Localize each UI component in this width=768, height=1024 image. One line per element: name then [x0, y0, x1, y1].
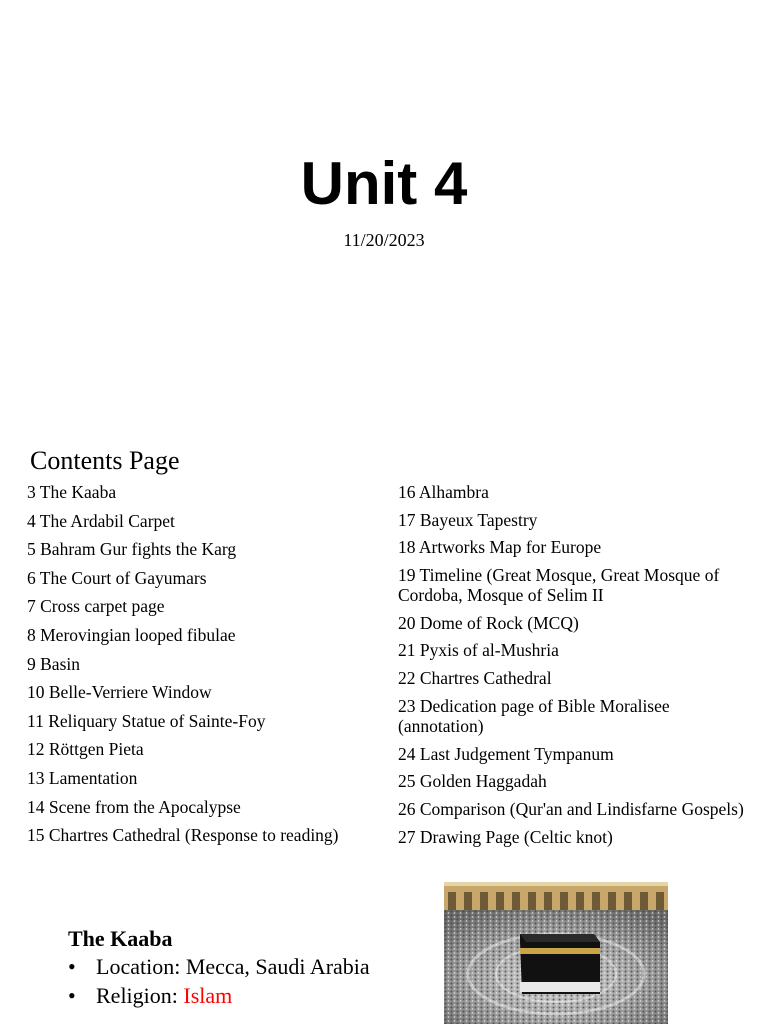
kaaba-heading: The Kaaba — [68, 926, 173, 951]
contents-item: 18 Artworks Map for Europe — [398, 537, 602, 558]
contents-item: 26 Comparison (Qur'an and Lindisfarne Gospels) — [398, 798, 744, 819]
contents-item: 16 Alhambra — [398, 482, 489, 502]
location-value: Mecca, Saudi Arabia — [185, 954, 370, 979]
contents-item: 27 Drawing Page (Celtic knot) — [398, 826, 613, 847]
contents-item: 10 Belle-Verriere Window — [27, 682, 212, 703]
location-bullet — [68, 952, 370, 981]
contents-item: 14 Scene from the Apocalypse — [27, 796, 241, 817]
contents-left-column — [27, 482, 387, 854]
kaaba-photo — [444, 882, 668, 1024]
title-slide — [0, 0, 768, 432]
kaaba-bullets — [68, 952, 370, 1010]
location-label: Location: — [96, 954, 186, 979]
kaaba-slide — [0, 865, 768, 1024]
contents-right-column — [398, 482, 758, 854]
religion-bullet — [68, 981, 370, 1010]
contents-item: 24 Last Judgement Tympanum — [398, 743, 614, 764]
contents-item: 17 Bayeux Tapestry — [398, 509, 538, 530]
contents-item: 23 Dedication page of Bible Moralisee (annotation) — [398, 695, 670, 736]
contents-item: 4 The Ardabil Carpet — [27, 510, 175, 531]
bullet-icon: • — [68, 983, 76, 1008]
contents-item: 7 Cross carpet page — [27, 596, 165, 617]
contents-item: 6 The Court of Gayumars — [27, 567, 207, 588]
slide-date: 11/20/2023 — [343, 230, 425, 250]
unit-title: Unit 4 — [300, 150, 468, 217]
religion-value: Islam — [183, 983, 233, 1008]
contents-item: 8 Merovingian looped fibulae — [27, 624, 236, 645]
contents-slide — [0, 432, 768, 865]
contents-item: 21 Pyxis of al-Mushria — [398, 640, 559, 661]
contents-item: 11 Reliquary Statue of Sainte-Foy — [27, 710, 266, 731]
contents-item: 3 The Kaaba — [27, 482, 117, 502]
contents-item: 19 Timeline (Great Mosque, Great Mosque of Cordoba, Mosque of Selim II — [398, 565, 720, 606]
bullet-icon: • — [68, 954, 76, 979]
contents-item: 22 Chartres Cathedral — [398, 668, 552, 689]
kaaba-photo-icon — [444, 882, 668, 1024]
contents-item: 9 Basin — [27, 653, 80, 674]
contents-item: 20 Dome of Rock (MCQ) — [398, 612, 579, 633]
religion-label: Religion: — [96, 983, 184, 1008]
contents-item: 12 Röttgen Pieta — [27, 739, 144, 760]
contents-item: 5 Bahram Gur fights the Karg — [27, 539, 237, 560]
contents-item: 25 Golden Haggadah — [398, 771, 547, 792]
contents-heading: Contents Page — [30, 446, 180, 475]
contents-item: 15 Chartres Cathedral (Response to reading) — [27, 825, 339, 846]
contents-item: 13 Lamentation — [27, 767, 138, 788]
